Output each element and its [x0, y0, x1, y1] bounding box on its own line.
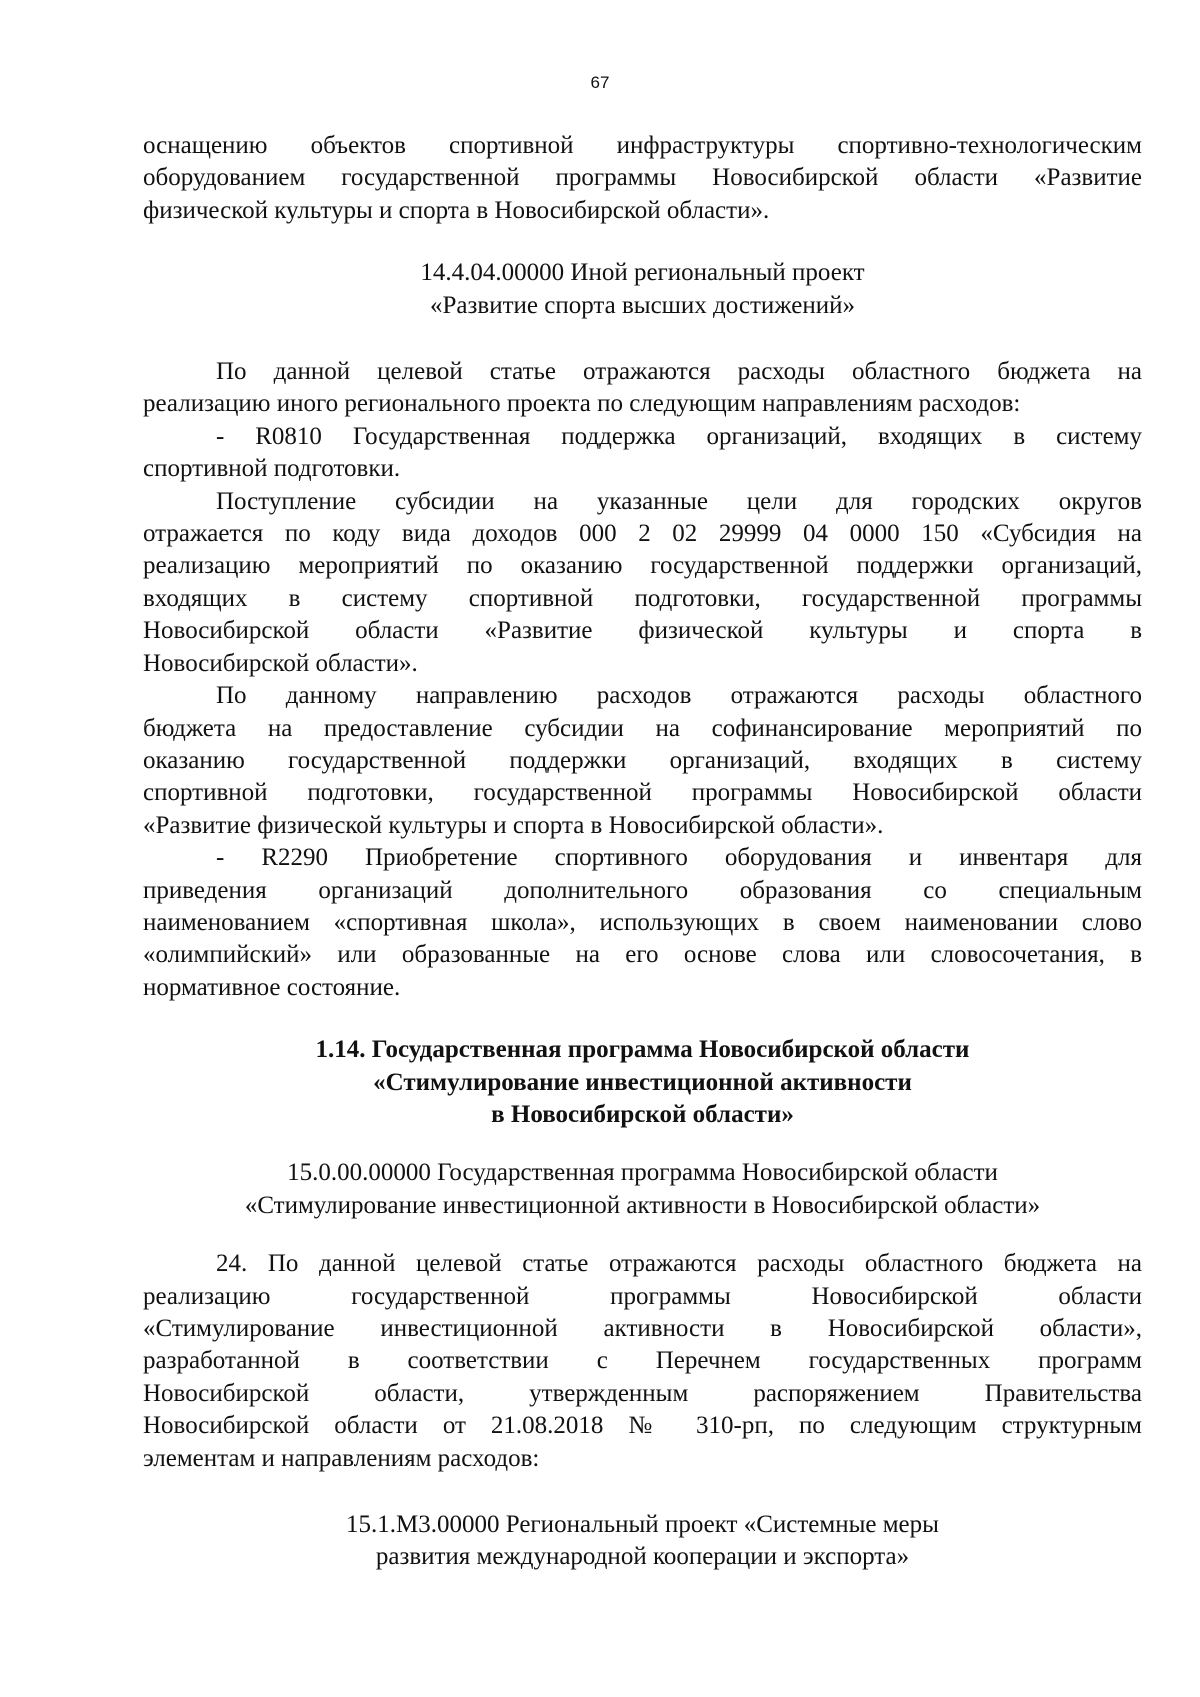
section-heading-14-4-04 [143, 257, 1142, 322]
text-line: Новосибирской области». [143, 649, 418, 677]
section-heading-15-0-00 [143, 1157, 1142, 1222]
text-line: спортивной подготовки, государственной программы Новосибирской области [143, 779, 1142, 807]
text-line: Новосибирской области «Развитие физической культуры и спорта в [143, 617, 1142, 645]
text-line: наименованием «спортивная школа», использующих в своем наименовании слово [143, 908, 1142, 936]
text-line: разработанной в соответствии с Перечнем государственных программ [143, 1347, 1142, 1375]
text-line: «Развитие физической культуры и спорта в Новосибирской области». [143, 811, 884, 839]
text-line: входящих в систему спортивной подготовки, государственной программы [143, 584, 1142, 612]
text-line: реализацию мероприятий по оказанию государственной поддержки организаций, [143, 552, 1142, 580]
paragraph-subsidy-receipt [143, 486, 1142, 680]
text-line: элементам и направлениям расходов: [143, 1444, 540, 1472]
heading-line: 14.4.04.00000 Иной региональный проект [420, 259, 865, 287]
text-line: «олимпийский» или образованные на его основе слова или словосочетания, в [143, 941, 1142, 969]
text-line: Новосибирской области от 21.08.2018 № 310-рп, по следующим структурным [143, 1412, 1142, 1440]
section-heading-1-14 [143, 1034, 1142, 1131]
text-line: реализацию иного регионального проекта по следующим направлениям расходов: [143, 390, 1021, 418]
text-line: - R0810 Государственная поддержка организаций, входящих в систему [216, 422, 1142, 450]
text-line: оказанию государственной поддержки организаций, входящих в систему [143, 746, 1142, 774]
text-line: По данной целевой статье отражаются расходы областного бюджета на [216, 358, 1142, 386]
section-heading-15-1-m3 [143, 1509, 1142, 1574]
heading-line: 15.1.М3.00000 Региональный проект «Системные меры [346, 1511, 939, 1539]
text-line: «Стимулирование инвестиционной активности в Новосибирской области», [143, 1315, 1142, 1342]
text-line: физической культуры и спорта в Новосибирской области». [143, 196, 770, 224]
heading-line: «Развитие спорта высших достижений» [430, 291, 855, 319]
heading-line: 1.14. Государственная программа Новосибирской области [315, 1036, 970, 1064]
text-line: - R2290 Приобретение спортивного оборудования и инвентаря для [216, 844, 1142, 872]
text-line: Поступление субсидии на указанные цели для городских округов [216, 487, 1142, 515]
heading-line: развития международной кооперации и экспорта» [375, 1543, 910, 1571]
heading-line: «Стимулирование инвестиционной активности [373, 1068, 912, 1096]
heading-line: «Стимулирование инвестиционной активности в Новосибирской области» [244, 1191, 1041, 1219]
page-number: 67 [590, 73, 610, 92]
text-line: 24. По данной целевой статье отражаются расходы областного бюджета на [216, 1250, 1142, 1278]
text-line: спортивной подготовки. [143, 455, 401, 483]
paragraph-expenses-direction [143, 680, 1142, 842]
paragraph-24 [143, 1248, 1142, 1475]
heading-line: 15.0.00.00000 Государственная программа Новосибирской области [287, 1159, 998, 1187]
text-line: реализацию государственной программы Новосибирской области [143, 1282, 1142, 1310]
text-line: отражается по коду вида доходов 000 2 02 29999 04 0000 150 «Субсидия на [143, 520, 1142, 548]
text-line: нормативное состояние. [143, 973, 401, 1001]
text-line: По данному направлению расходов отражаются расходы областного [216, 682, 1142, 710]
text-line: бюджета на предоставление субсидии на софинансирование мероприятий по [143, 714, 1142, 742]
paragraph-intro [143, 356, 1142, 421]
text-line: Новосибирской области, утвержденным распоряжением Правительства [143, 1379, 1142, 1407]
paragraph-continuation [143, 130, 1142, 227]
text-line: оборудованием государственной программы Новосибирской области «Развитие [143, 164, 1142, 192]
heading-line: в Новосибирской области» [491, 1100, 794, 1128]
document-body [143, 130, 1142, 1574]
text-line: оснащению объектов спортивной инфраструктуры спортивно-технологическим [143, 132, 1142, 159]
paragraph-r0810 [143, 421, 1142, 486]
text-line: приведения организаций дополнительного образования со специальным [143, 876, 1142, 904]
paragraph-r2290 [143, 842, 1142, 1004]
